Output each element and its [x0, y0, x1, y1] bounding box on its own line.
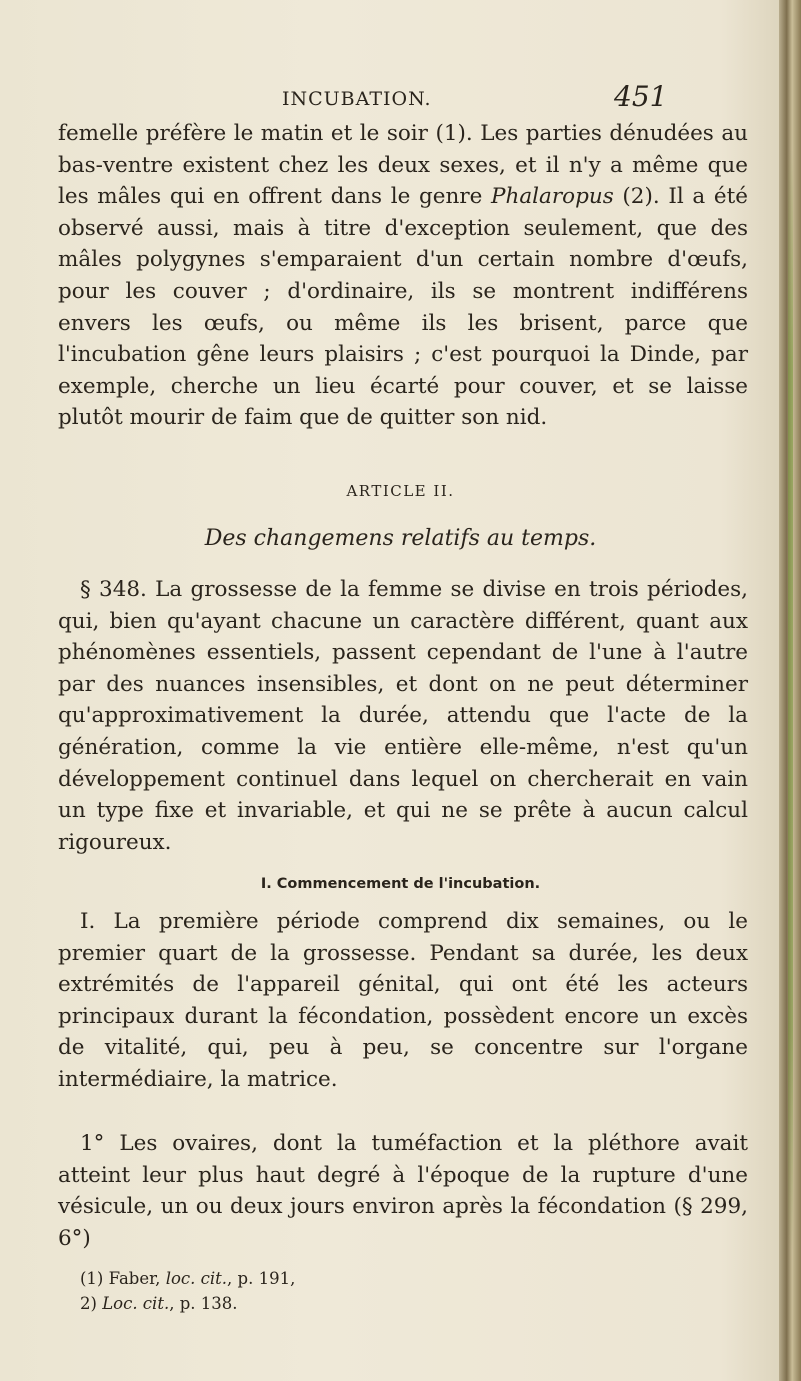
footnote-1: [80, 1266, 680, 1291]
section-title: Des changemens relatifs au temps.: [204, 526, 597, 551]
paragraph-4: 1° Les ovaires, dont la tuméfaction et la pléthore avait atteint leur plus haut degré à l'époque de la rupture d'une vésicule, un ou deux jours environ après la fécondation (§ 299, 6°): [58, 1131, 748, 1251]
footnotes: [80, 1266, 680, 1316]
footnote-2-ref: Loc. cit.: [102, 1294, 170, 1313]
footnote-1-ref: loc. cit.: [165, 1269, 228, 1288]
running-head: INCUBATION.: [282, 88, 432, 110]
paragraph-1: [58, 118, 748, 434]
paragraph-1-text-b: (2). Il a été observé aussi, mais à titre d'exception seulement, que des mâles polygynes s'emparaient d'un certain nombre d'œufs, pour les couver ; d'ordinaire, ils se montrent indifférens envers les œufs, ou même ils les brisent, parce que l'incubation gêne leurs plaisirs ; c'est pourquoi la Dinde, par exemple, cherche un lieu écarté pour couver, et se laisse plutôt mourir de faim que de quitter son nid.: [58, 184, 748, 431]
genus-name: Phalaropus: [491, 184, 614, 210]
paragraph-1-text-a: femelle préfère le matin et le soir (1). Les parties dénudées au bas-ventre existent chez les deux sexes, et il n'y a même que les mâles qui en offrent dans le genre: [58, 121, 748, 210]
footnote-1-author: (1) Faber,: [80, 1269, 166, 1288]
subsection-heading: I. Commencement de l'incubation.: [260, 876, 541, 892]
paragraph-2: § 348. La grossesse de la femme se divise en trois périodes, qui, bien qu'ayant chacune un caractère différent, quant aux phénomènes essentiels, passent cependant de l'une à l'autre par des nuances insensibles, et dont on ne peut déterminer qu'approximativement la durée, attendu que l'acte de la génération, comme la vie entière elle-même, n'est qu'un développement continuel dans lequel on chercherait en vain un type fixe et invariable, et qui ne se prête à aucun calcul rigoureux.: [58, 577, 748, 855]
article-label: ARTICLE II.: [346, 482, 455, 500]
page-number: 451: [614, 80, 668, 113]
footnote-2-page: , p. 138.: [169, 1294, 238, 1313]
paragraph-3: I. La première période comprend dix semaines, ou le premier quart de la grossesse. Pendant sa durée, les deux extrémités de l'appareil génital, qui ont été les acteurs principaux durant la fécondation, possèdent encore un excès de vitalité, qui, peu à peu, se concentre sur l'organe intermédiaire, la matrice.: [58, 909, 748, 1092]
footnote-2-number: 2): [80, 1294, 103, 1313]
footnote-1-page: , p. 191,: [227, 1269, 296, 1288]
footnote-2: [80, 1291, 680, 1316]
